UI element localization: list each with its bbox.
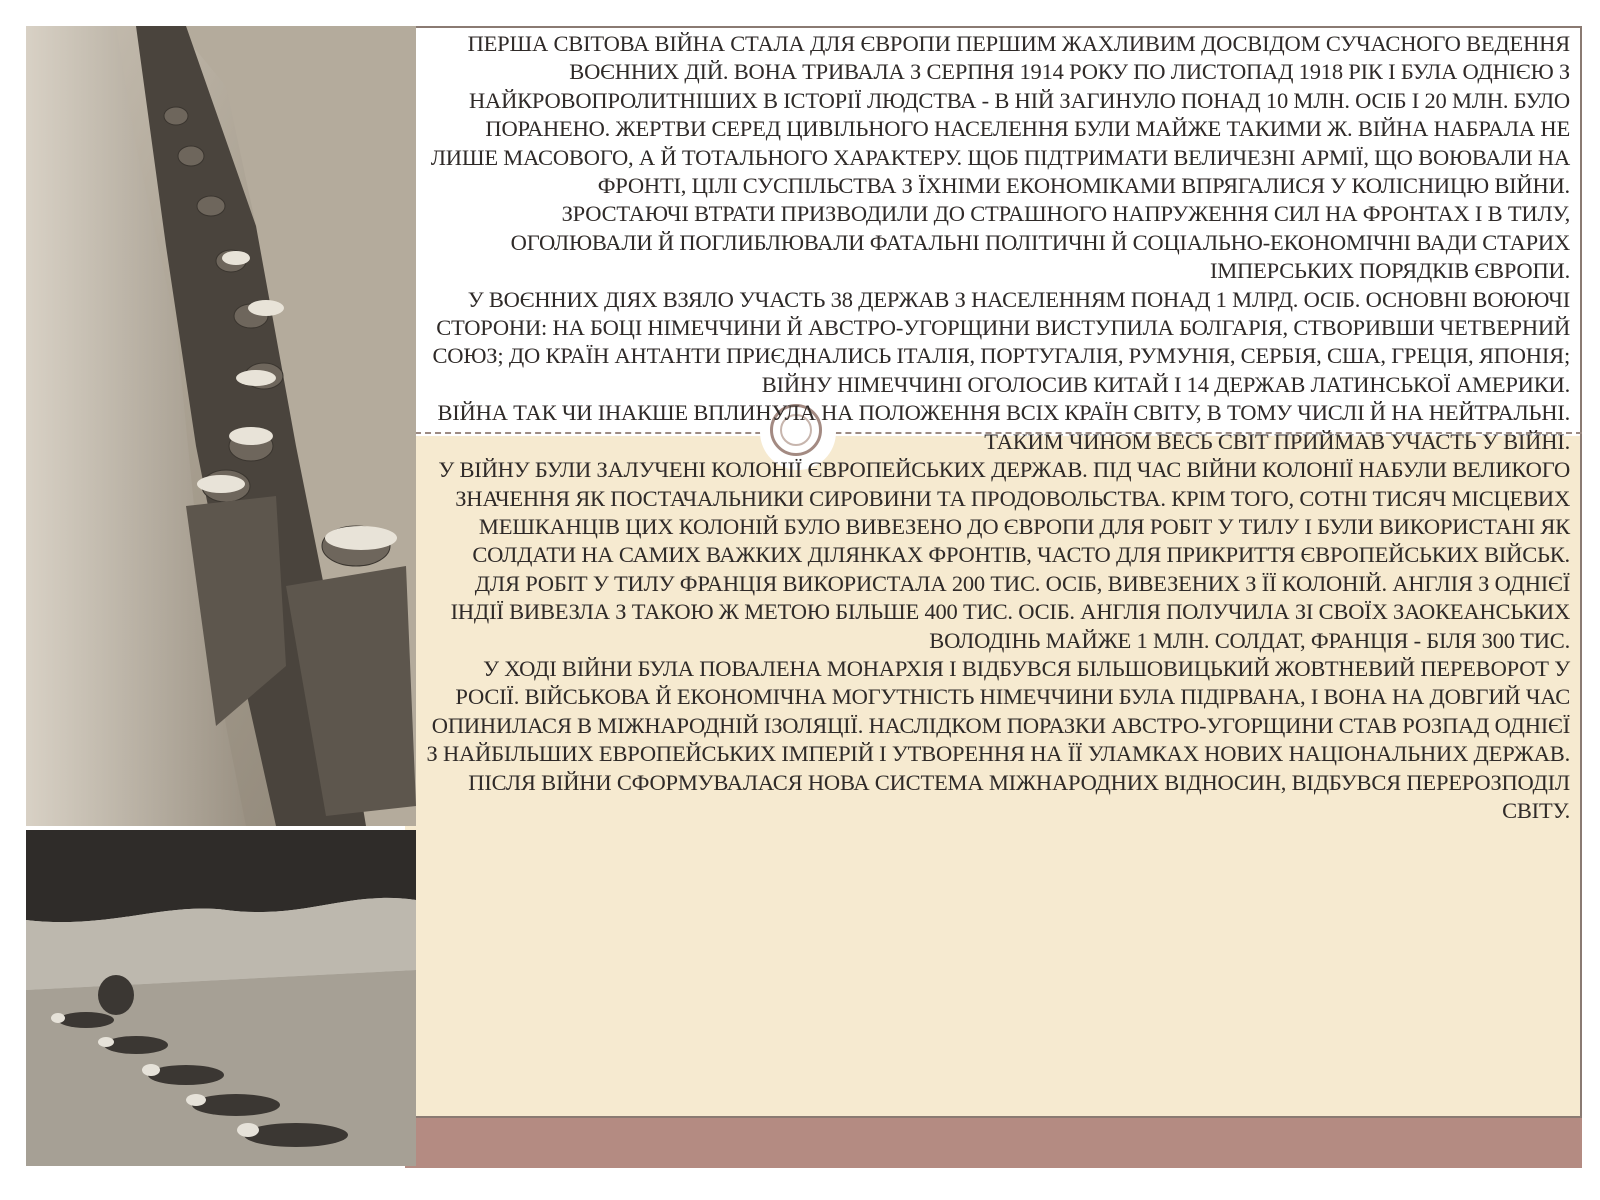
paragraph-colonial-labor: ДЛЯ РОБІТ У ТИЛУ ФРАНЦІЯ ВИКОРИСТАЛА 200 ТИС. ОСІБ, ВИВЕЗЕНИХ З ЇЇ КОЛОНІЙ. АНГЛІЯ З ОДНІЄЇ ІНДІЇ ВИВЕЗЛА З ТАКОЮ Ж МЕТОЮ БІЛЬШЕ 400 ТИС. ОСІБ. АНГЛІЯ ПОЛУЧИЛА ЗІ СВОЇХ ЗАОКЕАНСЬКИХ ВОЛОДІНЬ МАЙЖЕ 1 МЛН. СОЛДАТ, ФРАНЦІЯ - БІЛЯ 300 ТИС. <box>450 570 1570 653</box>
paragraph-losses: ЗРОСТАЮЧІ ВТРАТИ ПРИЗВОДИЛИ ДО СТРАШНОГО НАПРУЖЕННЯ СИЛ НА ФРОНТАХ І В ТИЛУ, ОГОЛЮВАЛИ Й ПОГЛИБЛЮВАЛИ ФАТАЛЬНІ ПОЛІТИЧНІ Й СОЦІАЛЬНО-ЕКОНОМІЧНІ ВАДИ СТАРИХ ІМПЕРСЬКИХ ПОРЯДКІВ ЄВРОПИ. <box>510 201 1570 284</box>
paragraph-consequences: У ХОДІ ВІЙНИ БУЛА ПОВАЛЕНА МОНАРХІЯ І ВІДБУВСЯ БІЛЬШОВИЦЬКИЙ ЖОВТНЕВИЙ ПЕРЕВОРОТ У РОСІЇ. ВІЙСЬКОВА Й ЕКОНОМІЧНА МОГУТНІСТЬ НІМЕЧЧИНИ БУЛА ПІДІРВАНА, І ВОНА НА ДОВГИЙ ЧАС ОПИНИЛАСЯ В МІЖНАРОДНІЙ ІЗОЛЯЦІЇ. НАСЛІДКОМ ПОРАЗКИ АВСТРО-УГОРЩИНИ СТАВ РОЗПАД ОДНІЄЇ З НАЙБІЛЬШИХ ЕВРОПЕЙСЬКИХ ІМПЕРІЙ І УТВОРЕННЯ НА ЇЇ УЛАМКАХ НОВИХ НАЦІОНАЛЬНИХ ДЕРЖАВ. <box>426 655 1570 767</box>
paragraph-new-system: ПІСЛЯ ВІЙНИ СФОРМУВАЛАСЯ НОВА СИСТЕМА МІЖНАРОДНИХ ВІДНОСИН, ВІДБУВСЯ ПЕРЕРОЗПОДІЛ СВІТУ. <box>468 769 1570 823</box>
footer-bar <box>405 1116 1582 1168</box>
paragraph-intro: ПЕРША СВІТОВА ВІЙНА СТАЛА ДЛЯ ЄВРОПИ ПЕРШИМ ЖАХЛИВИМ ДОСВІДОМ СУЧАСНОГО ВЕДЕННЯ ВОЄННИХ ДІЙ. ВОНА ТРИВАЛА З СЕРПНЯ 1914 РОКУ ПО ЛИСТОПАД 1918 РІК І БУЛА ОДНІЄЮ З НАЙКРОВОПРОЛИТНІШИХ В ІСТОРІЇ ЛЮДСТВА - В НІЙ ЗАГИНУЛО ПОНАД 10 МЛН. ОСІБ І 20 МЛН. БУЛО ПОРАНЕНО. ЖЕРТВИ СЕРЕД ЦИВІЛЬНОГО НАСЕЛЕННЯ БУЛИ МАЙЖЕ ТАКИМИ Ж. ВІЙНА НАБРАЛА НЕ ЛИШЕ МАСОВОГО, А Й ТОТАЛЬНОГО ХАРАКТЕРУ. ЩОБ ПІДТРИМАТИ ВЕЛИЧЕЗНІ АРМІЇ, ЩО ВОЮВАЛИ НА ФРОНТІ, ЦІЛІ СУСПІЛЬСТВА З ЇХНІМИ ЕКОНОМІКАМИ ВПРЯГАЛИСЯ У КОЛІСНИЦЮ ВІЙНИ. <box>430 31 1570 199</box>
main-text <box>420 30 1570 825</box>
paragraph-participants: У ВОЄННИХ ДІЯХ ВЗЯЛО УЧАСТЬ 38 ДЕРЖАВ З НАСЕЛЕННЯМ ПОНАД 1 МЛРД. ОСІБ. ОСНОВНІ ВОЮЮЧІ СТОРОНИ: НА БОЦІ НІМЕЧЧИНИ Й АВСТРО-УГОРЩИНИ ВИСТУПИЛА БОЛГАРІЯ, СТВОРИВШИ ЧЕТВЕРНИЙ СОЮЗ; ДО КРАЇН АНТАНТИ ПРИЄДНАЛИСЬ ІТАЛІЯ, ПОРТУГАЛІЯ, РУМУНІЯ, СЕРБІЯ, США, ГРЕЦІЯ, ЯПОНІЯ; ВІЙНУ НІМЕЧЧИНІ ОГОЛОСИВ КИТАЙ І 14 ДЕРЖАВ ЛАТИНСЬКОЇ АМЕРИКИ. <box>432 286 1570 397</box>
field-battle-photo <box>26 830 416 1166</box>
trench-photo <box>26 26 416 826</box>
paragraph-world-impact: ВІЙНА ТАК ЧИ ІНАКШЕ ВПЛИНУЛА НА ПОЛОЖЕННЯ ВСІХ КРАЇН СВІТУ, В ТОМУ ЧИСЛІ Й НА НЕЙТРАЛЬНІ. ТАКИМ ЧИНОМ ВЕСЬ СВІТ ПРИЙМАВ УЧАСТЬ У ВІЙНІ. <box>437 400 1570 454</box>
paragraph-colonies: У ВІЙНУ БУЛИ ЗАЛУЧЕНІ КОЛОНІЇ ЄВРОПЕЙСЬКИХ ДЕРЖАВ. ПІД ЧАС ВІЙНИ КОЛОНІЇ НАБУЛИ ВЕЛИКОГО ЗНАЧЕННЯ ЯК ПОСТАЧАЛЬНИКИ СИРОВИНИ ТА ПРОДОВОЛЬСТВА. КРІМ ТОГО, СОТНІ ТИСЯЧ МІСЦЕВИХ МЕШКАНЦІВ ЦИХ КОЛОНІЙ БУЛО ВИВЕЗЕНО ДО ЄВРОПИ ДЛЯ РОБІТ У ТИЛУ І БУЛИ ВИКОРИСТАНІ ЯК СОЛДАТИ НА САМИХ ВАЖКИХ ДІЛЯНКАХ ФРОНТІВ, ЧАСТО ДЛЯ ПРИКРИТТЯ ЄВРОПЕЙСЬКИХ ВІЙСЬК. <box>438 457 1570 568</box>
